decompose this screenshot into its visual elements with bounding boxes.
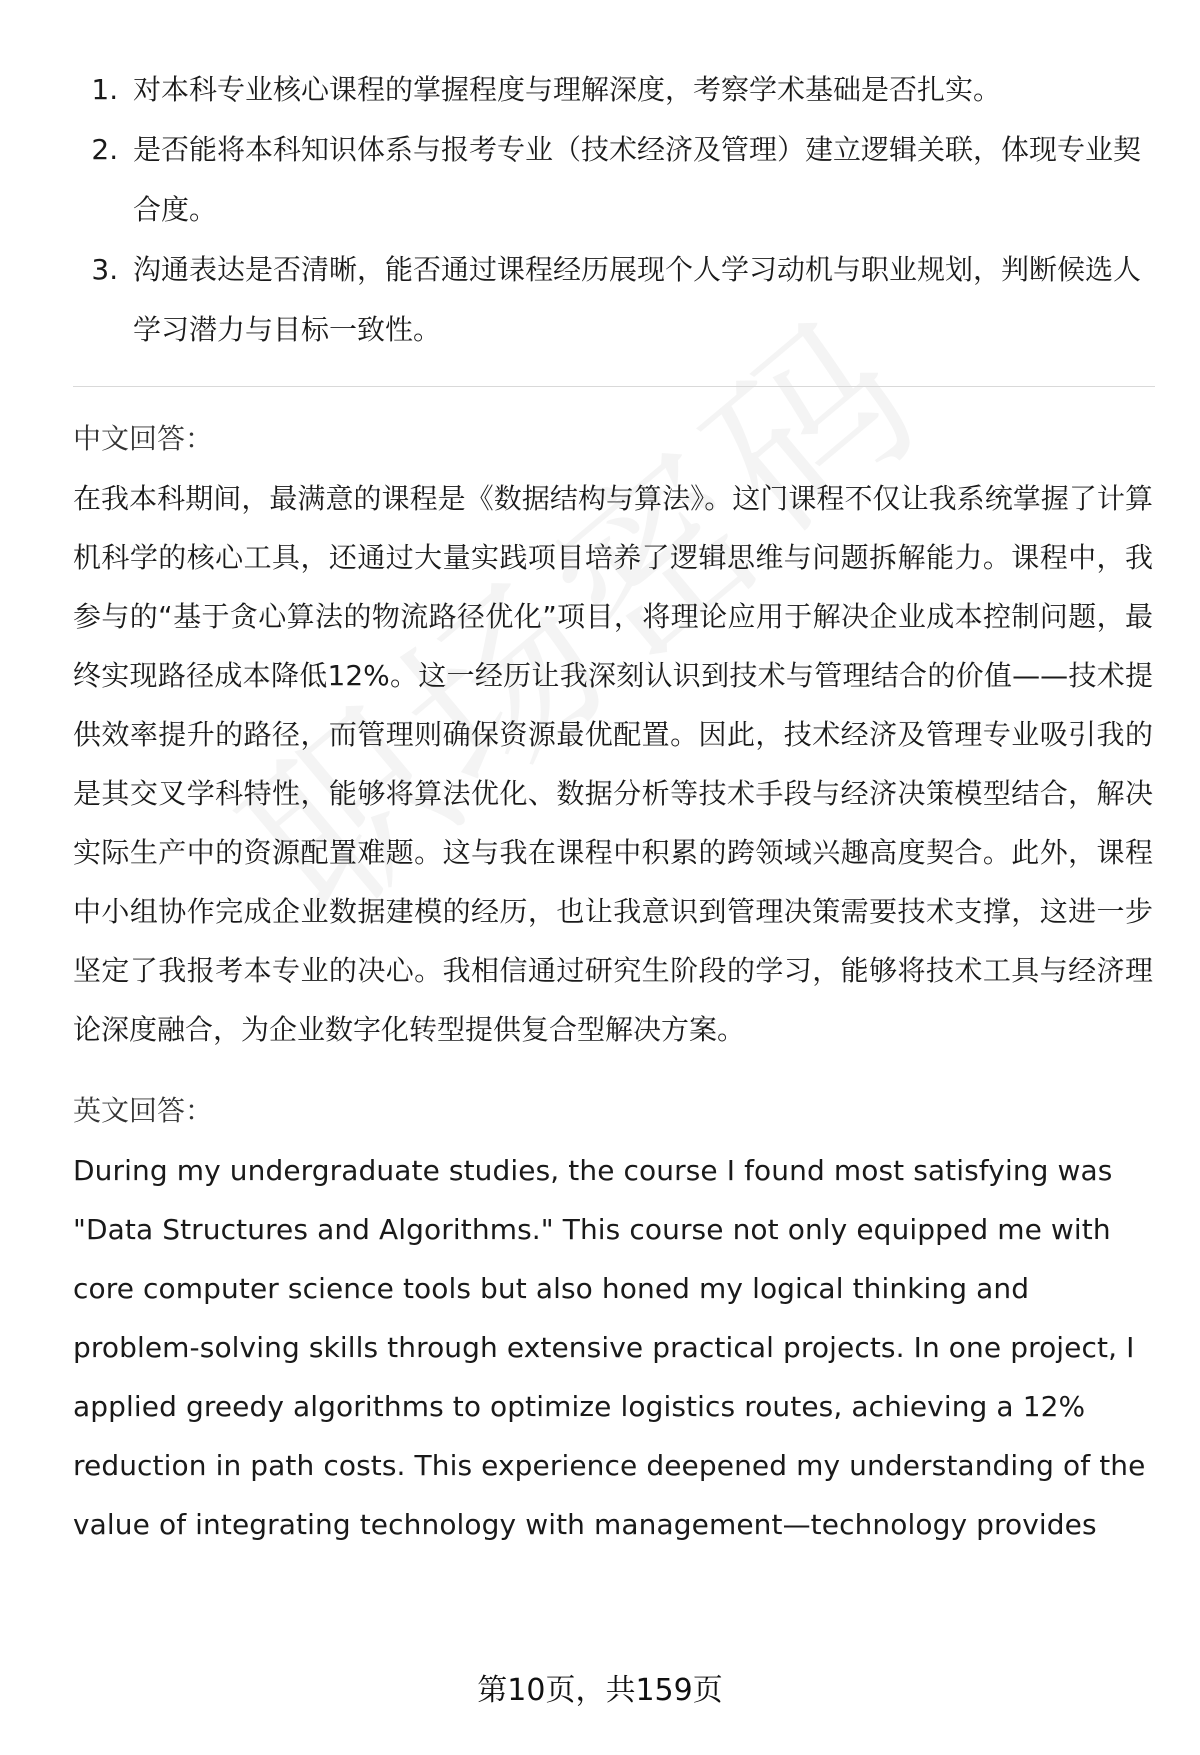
criteria-item: 1. 对本科专业核心课程的掌握程度与理解深度，考察学术基础是否扎实。 xyxy=(127,60,1153,120)
evaluation-criteria-list xyxy=(73,60,1153,360)
english-answer-text: During my undergraduate studies, the course I found most satisfying was "Data Structures and Algorithms." This course not only equipped me with core computer science tools but also honed my logical thinking and problem-solving skills through extensive practical projects. In one project, I applied greedy algorithms to optimize logistics routes, achieving a 12% reduction in path costs. This experience deepened my understanding of the value of integrating technology with management—technology provides xyxy=(73,1154,1146,1541)
page-number: 第10页，共159页 xyxy=(477,1673,723,1708)
chinese-answer-heading: 中文回答： xyxy=(73,422,214,455)
criteria-item: 2. 是否能将本科知识体系与报考专业（技术经济及管理）建立逻辑关联，体现专业契合度。 xyxy=(127,120,1153,240)
chinese-answer-text: 在我本科期间，最满意的课程是《数据结构与算法》。这门课程不仅让我系统掌握了计算机科学的核心工具，还通过大量实践项目培养了逻辑思维与问题拆解能力。课程中，我参与的“基于贪心算法的物流路径优化”项目，将理论应用于解决企业成本控制问题，最终实现路径成本降低12%。这一经历让我深刻认识到技术与管理结合的价值——技术提供效率提升的路径，而管理则确保资源最优配置。因此，技术经济及管理专业吸引我的是其交叉学科特性，能够将算法优化、数据分析等技术手段与经济决策模型结合，解决实际生产中的资源配置难题。这与我在课程中积累的跨领域兴趣高度契合。此外，课程中小组协作完成企业数据建模的经历，也让我意识到管理决策需要技术支撑，这进一步坚定了我报考本专业的决心。我相信通过研究生阶段的学习，能够将技术工具与经济理论深度融合，为企业数字化转型提供复合型解决方案。 xyxy=(73,482,1153,1046)
english-answer-heading: 英文回答： xyxy=(73,1094,214,1127)
criteria-item: 3. 沟通表达是否清晰，能否通过课程经历展现个人学习动机与职业规划，判断候选人学习潜力与目标一致性。 xyxy=(127,240,1153,360)
document-body xyxy=(73,60,1153,1554)
section-divider xyxy=(73,386,1155,387)
